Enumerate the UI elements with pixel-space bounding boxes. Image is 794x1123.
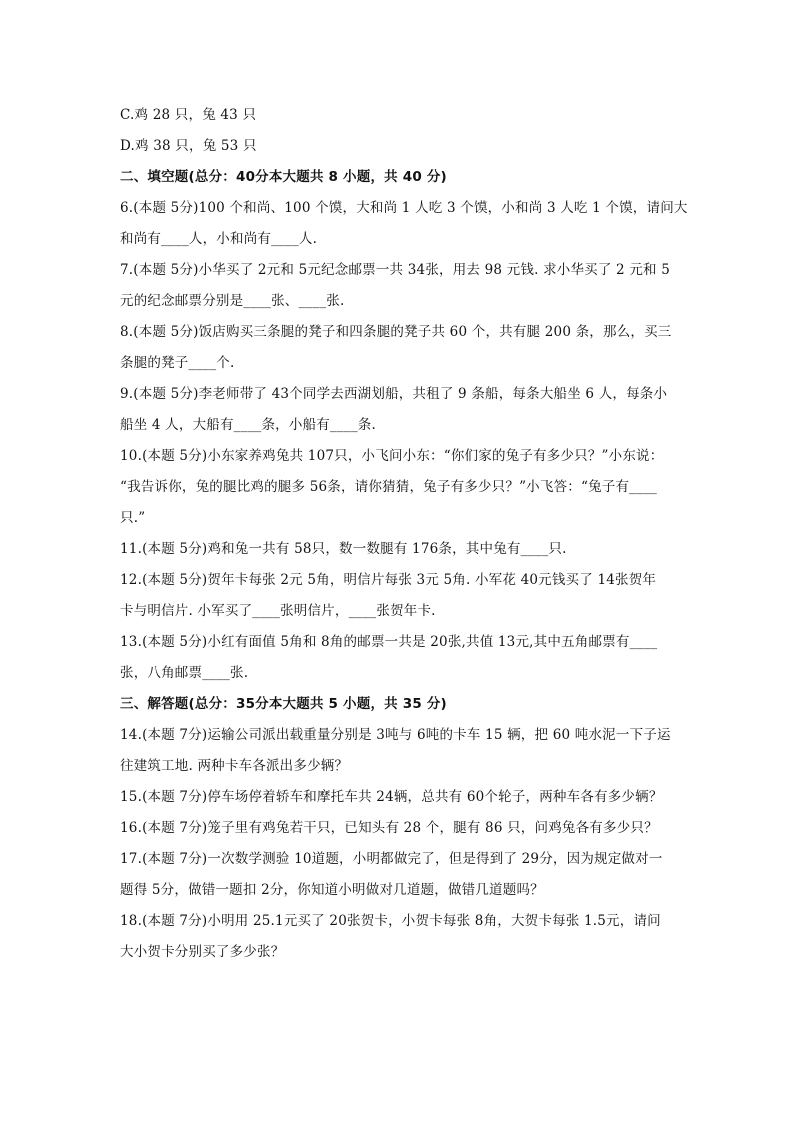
option-c: C.鸡 28 只，兔 43 只	[120, 107, 257, 123]
question-17-line-2: 题得 5分，做错一题扣 2分，你知道小明做对几道题，做错几道题吗？	[120, 882, 544, 898]
question-10-line-2: “我告诉你，兔的腿比鸡的腿多 56条，请你猜猜，兔子有多少只？”小飞答：“兔子有____	[120, 479, 657, 495]
question-11-line-1: 11.(本题 5分)鸡和兔一共有 58只，数一数腿有 176条，其中兔有____只.	[120, 541, 567, 557]
question-10-line-3: 只.”	[120, 510, 146, 526]
question-6-line-1: 6.(本题 5分)100 个和尚、100 个馍，大和尚 1 人吃 3 个馍，小和尚 3 人吃 1 个馍，请问大	[120, 200, 688, 216]
question-8-line-1: 8.(本题 5分)饭店购买三条腿的凳子和四条腿的凳子共 60 个，共有腿 200 条，那么，买三	[120, 324, 672, 340]
question-7-line-1: 7.(本题 5分)小华买了 2元和 5元纪念邮票一共 34张，用去 98 元钱. 求小华买了 2 元和 5	[120, 262, 671, 278]
question-13-line-2: 张，八角邮票____张.	[120, 665, 249, 681]
question-10-line-1: 10.(本题 5分)小东家养鸡兔共 107只，小飞问小东：“你们家的兔子有多少只？”小东说：	[120, 448, 664, 464]
question-18-line-1: 18.(本题 7分)小明用 25.1元买了 20张贺卡，小贺卡每张 8角，大贺卡每张 1.5元，请问	[120, 913, 661, 929]
question-8-line-2: 条腿的凳子____个.	[120, 355, 235, 371]
section-heading-answer: 三、解答题(总分：35分本大题共 5 小题，共 35 分)	[120, 696, 447, 712]
exam-page	[120, 100, 688, 968]
option-d: D.鸡 38 只，兔 53 只	[120, 138, 257, 154]
question-16-line-1: 16.(本题 7分)笼子里有鸡兔若干只，已知头有 28 个，腿有 86 只，问鸡兔各有多少只？	[120, 820, 658, 836]
question-18-line-2: 大小贺卡分别买了多少张？	[120, 944, 285, 960]
question-12-line-1: 12.(本题 5分)贺年卡每张 2元 5角，明信片每张 3元 5角. 小军花 40元钱买了 14张贺年	[120, 572, 657, 588]
section-heading-fill-in: 二、填空题(总分：40分本大题共 8 小题，共 40 分)	[120, 169, 447, 185]
question-6-line-2: 和尚有____人，小和尚有____人.	[120, 231, 318, 247]
question-12-line-2: 卡与明信片. 小军买了____张明信片，____张贺年卡.	[120, 603, 436, 619]
question-14-line-1: 14.(本题 7分)运输公司派出载重量分别是 3吨与 6吨的卡车 15 辆，把 60 吨水泥一下子运	[120, 727, 671, 743]
question-14-line-2: 往建筑工地. 两种卡车各派出多少辆？	[120, 758, 349, 774]
question-9-line-1: 9.(本题 5分)李老师带了 43个同学去西湖划船，共租了 9 条船，每条大船坐 6 人，每条小	[120, 386, 668, 402]
question-13-line-1: 13.(本题 5分)小红有面值 5角和 8角的邮票一共是 20张,共值 13元,其中五角邮票有____	[120, 634, 658, 650]
question-7-line-2: 元的纪念邮票分别是____张、____张.	[120, 293, 345, 309]
question-17-line-1: 17.(本题 7分)一次数学测验 10道题，小明都做完了，但是得到了 29分，因为规定做对一	[120, 851, 663, 867]
question-9-line-2: 船坐 4 人，大船有____条，小船有____条.	[120, 417, 376, 433]
question-15-line-1: 15.(本题 7分)停车场停着轿车和摩托车共 24辆，总共有 60个轮子，两种车各有多少辆？	[120, 789, 663, 805]
